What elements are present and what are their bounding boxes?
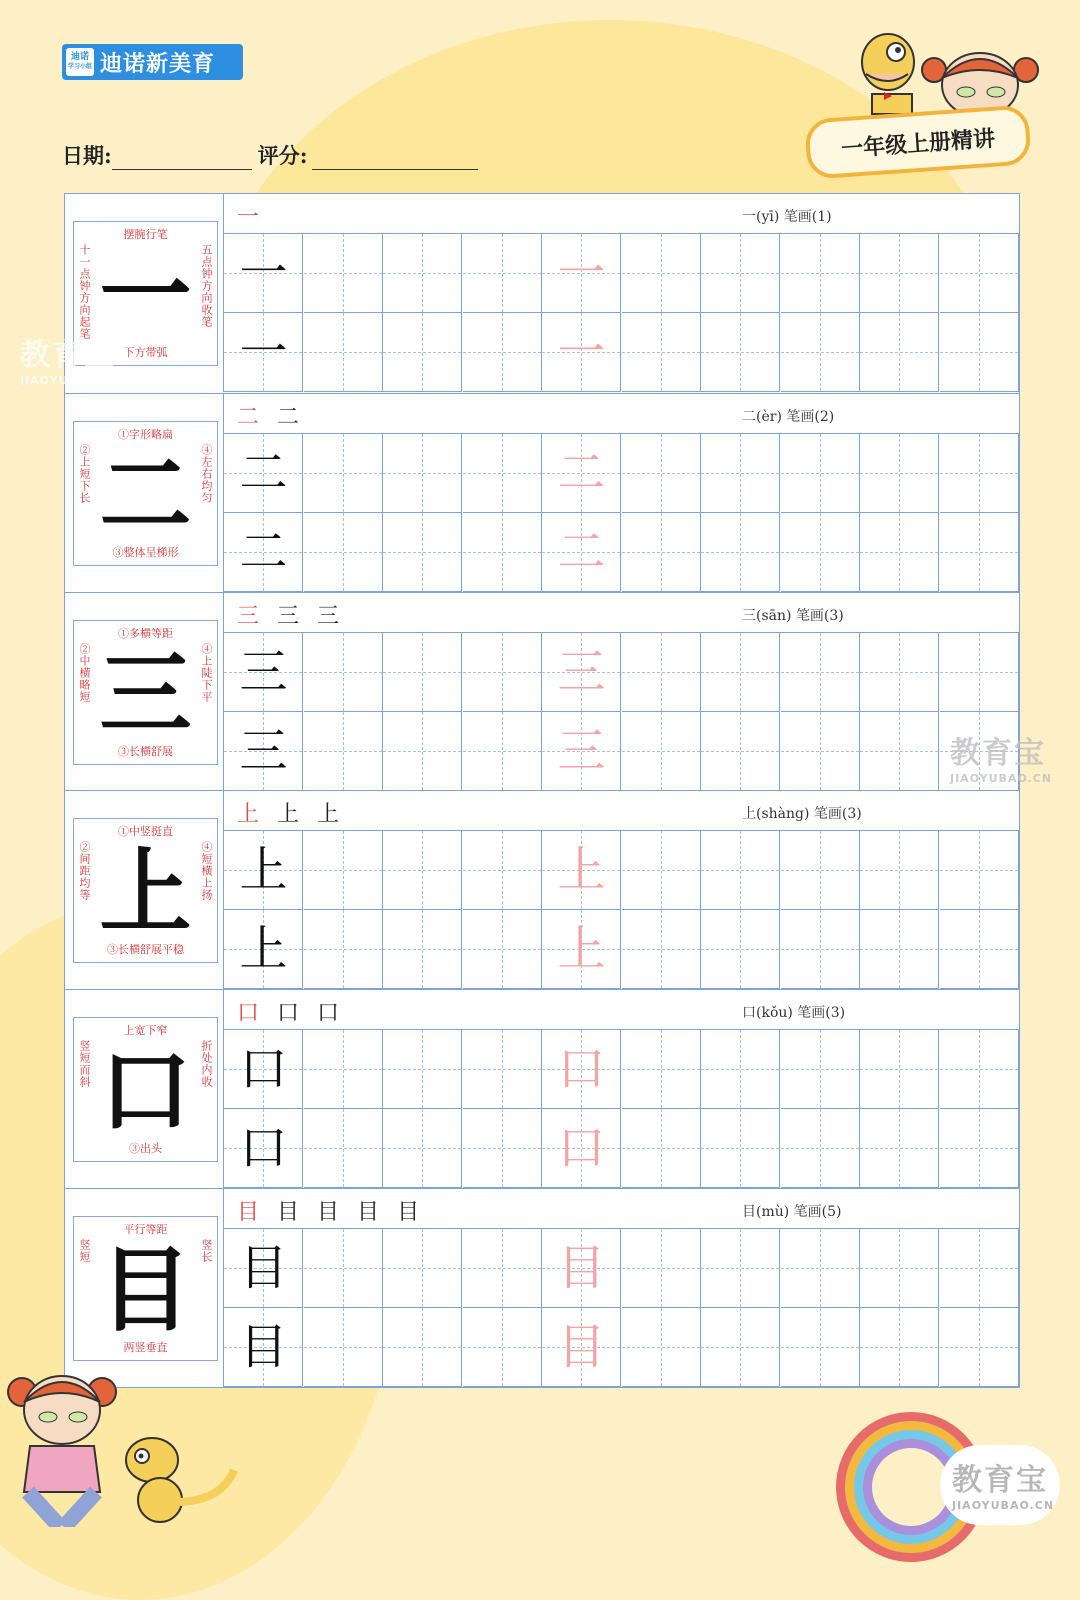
writing-cell[interactable] (860, 712, 939, 791)
trace-character: 上 (557, 921, 606, 978)
stroke-step: 二 (237, 404, 268, 430)
writing-cell[interactable] (463, 513, 542, 592)
writing-cell[interactable] (383, 1109, 462, 1188)
guide-note-bottom: 两竖垂直 (123, 1341, 168, 1354)
trace-character: 目 (557, 1240, 606, 1296)
guide-note-right: ④上陡下平 (200, 642, 213, 703)
guide-note-top: 平行等距 (123, 1223, 168, 1236)
stroke-order (237, 200, 277, 231)
writing-cell[interactable] (701, 1030, 780, 1109)
writing-cell[interactable] (463, 1030, 542, 1109)
brand-mark-bottom: 学习小组 (67, 63, 92, 70)
trace-character: 三 (557, 722, 606, 779)
writing-cell[interactable] (622, 1030, 701, 1109)
writing-cell[interactable] (304, 513, 383, 592)
writing-cell[interactable] (463, 633, 542, 712)
stroke-order (237, 1195, 437, 1226)
writing-cell[interactable] (304, 1308, 383, 1387)
trace-character: 上 (557, 842, 606, 899)
model-character: 口 (239, 1041, 288, 1098)
writing-cell[interactable] (781, 712, 860, 791)
writing-cell[interactable] (940, 1229, 1019, 1308)
writing-cell[interactable] (383, 513, 462, 592)
writing-cell[interactable] (463, 313, 542, 392)
pinyin-stroke-count: 口(kǒu) 笔画(3) (742, 1005, 846, 1022)
grade-banner: 一年级上册精讲 (804, 104, 1032, 179)
pinyin-stroke-count: 上(shàng) 笔画(3) (742, 806, 862, 823)
trace-character: 口 (557, 1041, 606, 1098)
guide-note-right: ④短横上扬 (200, 841, 213, 902)
writing-cell[interactable] (940, 313, 1019, 392)
writing-cell[interactable] (860, 513, 939, 592)
guide-note-bottom: 下方带弧 (123, 346, 168, 359)
writing-cell[interactable] (304, 313, 383, 392)
writing-cell[interactable] (383, 831, 462, 910)
writing-cell[interactable] (940, 513, 1019, 592)
stroke-step: 目 (357, 1200, 388, 1225)
date-blank[interactable] (112, 149, 252, 170)
guide-note-left: 十一点钟方向起笔 (78, 244, 91, 340)
writing-cell[interactable] (701, 1229, 780, 1308)
writing-cell[interactable] (860, 1308, 939, 1387)
writing-cell[interactable] (304, 831, 383, 910)
pinyin-stroke-count: 目(mù) 笔画(5) (742, 1204, 842, 1220)
writing-cell[interactable] (304, 1229, 383, 1308)
stroke-guide-box (73, 818, 218, 963)
guide-character: 二 (99, 440, 192, 549)
guide-character: 目 (99, 1236, 192, 1344)
writing-cell[interactable] (860, 434, 939, 513)
writing-cell[interactable] (781, 434, 860, 513)
writing-cell[interactable] (622, 313, 701, 392)
stroke-step: 目 (237, 1200, 268, 1225)
model-character: 二 (239, 523, 288, 580)
writing-cell[interactable] (860, 831, 939, 910)
stroke-step: 三 (237, 603, 268, 629)
writing-cell[interactable] (304, 910, 383, 989)
writing-cell[interactable] (781, 513, 860, 592)
stroke-step: 一 (237, 205, 268, 230)
watermark (20, 330, 122, 387)
writing-cell[interactable] (781, 633, 860, 712)
writing-cell[interactable] (463, 910, 542, 989)
stroke-step: 二 (277, 404, 308, 430)
writing-cell[interactable] (860, 633, 939, 712)
guide-note-left: ②中横略短 (78, 642, 91, 703)
trace-character: 目 (557, 1319, 606, 1375)
stroke-step: 目 (317, 1200, 348, 1225)
stroke-step: 口 (237, 1001, 268, 1027)
trace-character: 一 (557, 245, 606, 301)
guide-note-top: ①字形略扁 (118, 427, 173, 441)
writing-cell[interactable] (860, 1030, 939, 1109)
date-label: 日期: (62, 143, 112, 168)
writing-cell[interactable] (701, 513, 780, 592)
watermark-text: 教育宝 (952, 1463, 1048, 1498)
watermark (952, 1455, 1054, 1512)
writing-cell[interactable] (701, 1308, 780, 1387)
writing-cell[interactable] (781, 234, 860, 313)
writing-cell[interactable] (781, 1109, 860, 1188)
writing-cell[interactable] (781, 910, 860, 989)
writing-cell[interactable] (701, 831, 780, 910)
guide-note-top: ①多横等距 (118, 626, 173, 640)
writing-cell[interactable] (304, 434, 383, 513)
writing-cell[interactable] (940, 633, 1019, 712)
pinyin-stroke-count: 一(yī) 笔画(1) (742, 209, 832, 225)
writing-cell[interactable] (383, 1229, 462, 1308)
pinyin-stroke-count: 二(èr) 笔画(2) (742, 408, 835, 425)
writing-cell[interactable] (622, 1308, 701, 1387)
model-character: 一 (239, 245, 288, 301)
writing-cell[interactable] (622, 712, 701, 791)
writing-cell[interactable] (781, 313, 860, 392)
model-character: 目 (239, 1319, 288, 1375)
writing-cell[interactable] (304, 712, 383, 791)
writing-cell[interactable] (383, 910, 462, 989)
practice-sheet (64, 193, 1020, 1388)
writing-cell[interactable] (701, 434, 780, 513)
trace-character: 二 (557, 523, 606, 580)
writing-cell[interactable] (860, 234, 939, 313)
tianzige-grid (224, 433, 1019, 592)
trace-character: 二 (557, 444, 606, 501)
model-character: 三 (239, 643, 288, 700)
stroke-order (237, 400, 317, 431)
score-label: 评分: (257, 143, 308, 168)
model-character: 目 (239, 1240, 288, 1296)
model-character: 三 (239, 722, 288, 779)
dino-character-icon (112, 1430, 242, 1527)
writing-cell[interactable] (304, 633, 383, 712)
stroke-step: 上 (237, 802, 268, 828)
writing-cell[interactable] (383, 434, 462, 513)
writing-cell[interactable] (781, 1229, 860, 1308)
character-row (65, 393, 1019, 592)
writing-cell[interactable] (463, 1308, 542, 1387)
writing-cell[interactable] (463, 234, 542, 313)
pinyin-stroke-count: 三(sān) 笔画(3) (742, 607, 844, 624)
stroke-order (237, 797, 357, 828)
brand-mark-top: 迪诺 (70, 52, 89, 62)
guide-note-bottom: ③长横舒展平稳 (107, 943, 184, 957)
writing-cell[interactable] (622, 513, 701, 592)
guide-note-left: 竖短而斜 (78, 1040, 91, 1089)
watermark-text: 教育宝 (950, 736, 1046, 771)
model-character: 口 (239, 1120, 288, 1177)
stroke-step: 口 (317, 1001, 348, 1027)
score-blank[interactable] (312, 149, 478, 170)
stroke-step: 目 (397, 1200, 428, 1225)
guide-note-top: ①中竖挺直 (118, 825, 173, 839)
stroke-step: 上 (277, 802, 308, 828)
watermark-url: JIAOYUBAO.CN (952, 1499, 1055, 1512)
stroke-step: 目 (277, 1200, 308, 1225)
writing-cell[interactable] (860, 910, 939, 989)
writing-cell[interactable] (463, 712, 542, 791)
character-row (65, 989, 1019, 1188)
writing-cell[interactable] (304, 234, 383, 313)
writing-cell[interactable] (701, 234, 780, 313)
writing-cell[interactable] (940, 1109, 1019, 1188)
trace-character: 口 (557, 1120, 606, 1177)
model-character: 一 (239, 324, 288, 380)
model-character: 上 (239, 842, 288, 899)
writing-cell[interactable] (304, 1030, 383, 1109)
stroke-step: 上 (317, 802, 348, 828)
writing-cell[interactable] (940, 234, 1019, 313)
writing-cell[interactable] (940, 1030, 1019, 1109)
guide-note-bottom: ③长横舒展 (118, 744, 173, 758)
writing-cell[interactable] (860, 1229, 939, 1308)
stroke-order (237, 996, 357, 1027)
stroke-guide-box (73, 421, 218, 566)
brand-name: 迪诺新美育 (100, 51, 216, 77)
writing-cell[interactable] (940, 434, 1019, 513)
guide-note-right: 五点钟方向收笔 (200, 244, 213, 328)
writing-cell[interactable] (940, 831, 1019, 910)
girl-sitting-icon (0, 1362, 130, 1527)
writing-cell[interactable] (940, 910, 1019, 989)
writing-cell[interactable] (781, 831, 860, 910)
writing-cell[interactable] (383, 1030, 462, 1109)
watermark-url: JIAOYUBAO.CN (20, 374, 123, 387)
character-row (65, 194, 1019, 392)
writing-cell[interactable] (622, 831, 701, 910)
stroke-guide-box (73, 620, 218, 765)
writing-cell[interactable] (383, 234, 462, 313)
guide-character: 一 (99, 241, 192, 349)
stroke-step: 三 (317, 603, 348, 629)
guide-character: 三 (99, 639, 192, 748)
stroke-guide-box (73, 1216, 218, 1361)
writing-cell[interactable] (383, 1308, 462, 1387)
writing-cell[interactable] (622, 434, 701, 513)
writing-cell[interactable] (701, 712, 780, 791)
writing-cell[interactable] (622, 633, 701, 712)
tianzige-grid (224, 830, 1019, 989)
date-score-line (62, 140, 478, 170)
watermark-url: JIAOYUBAO.CN (950, 772, 1053, 785)
model-character: 上 (239, 921, 288, 978)
writing-cell[interactable] (463, 434, 542, 513)
character-row (65, 592, 1019, 791)
trace-character: 三 (557, 643, 606, 700)
writing-cell[interactable] (701, 910, 780, 989)
tianzige-grid (224, 1029, 1019, 1188)
tianzige-grid (224, 632, 1019, 791)
writing-cell[interactable] (701, 633, 780, 712)
trace-character: 一 (557, 324, 606, 380)
writing-cell[interactable] (940, 1308, 1019, 1387)
model-character: 二 (239, 444, 288, 501)
writing-cell[interactable] (622, 1109, 701, 1188)
guide-character: 上 (99, 838, 192, 947)
writing-cell[interactable] (701, 1109, 780, 1188)
stroke-step: 三 (277, 603, 308, 629)
guide-note-bottom: ③出头 (129, 1142, 162, 1156)
guide-note-left: ②上短下长 (78, 443, 91, 504)
character-row (65, 1188, 1019, 1387)
writing-cell[interactable] (463, 1109, 542, 1188)
guide-character: 口 (99, 1037, 192, 1146)
writing-cell[interactable] (781, 1030, 860, 1109)
stroke-order (237, 599, 357, 630)
writing-cell[interactable] (860, 1109, 939, 1188)
tianzige-grid (224, 1228, 1019, 1387)
writing-cell[interactable] (383, 633, 462, 712)
guide-note-right: ④左右均匀 (200, 443, 213, 504)
writing-cell[interactable] (463, 1229, 542, 1308)
guide-note-bottom: ③整体呈梯形 (112, 545, 179, 559)
writing-cell[interactable] (622, 910, 701, 989)
stroke-guide-box (73, 1017, 218, 1162)
guide-note-right: 折处内收 (200, 1040, 213, 1089)
brand-logo (62, 44, 243, 80)
brand-mark (66, 48, 94, 76)
writing-cell[interactable] (463, 831, 542, 910)
writing-cell[interactable] (622, 234, 701, 313)
writing-cell[interactable] (781, 1308, 860, 1387)
watermark-text: 教育宝 (20, 338, 116, 373)
writing-cell[interactable] (622, 1229, 701, 1308)
writing-cell[interactable] (304, 1109, 383, 1188)
guide-note-top: 摆腕行笔 (123, 228, 168, 241)
writing-cell[interactable] (383, 712, 462, 791)
writing-cell[interactable] (383, 313, 462, 392)
watermark (950, 728, 1052, 785)
dino-character-icon (848, 22, 928, 117)
writing-cell[interactable] (860, 313, 939, 392)
guide-note-right: 竖长 (200, 1239, 213, 1263)
character-row (65, 790, 1019, 989)
guide-note-top: 上宽下窄 (123, 1024, 168, 1038)
tianzige-grid (224, 233, 1019, 392)
stroke-step: 口 (277, 1001, 308, 1027)
guide-note-left: 竖短 (78, 1239, 91, 1263)
writing-cell[interactable] (701, 313, 780, 392)
guide-note-left: ②间距均等 (78, 841, 91, 902)
